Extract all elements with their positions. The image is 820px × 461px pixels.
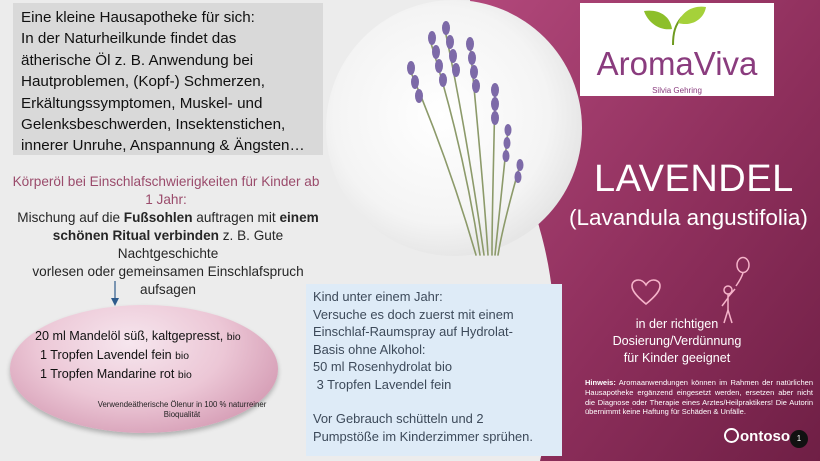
recipe-line xyxy=(35,329,241,343)
aromaviva-logo xyxy=(580,3,774,96)
suitability-line: Dosierung/Verdünnung xyxy=(612,334,742,348)
disclaimer-label: Hinweis: xyxy=(585,378,616,387)
disclaimer xyxy=(585,378,813,417)
logo-subtitle: Silvia Gehring xyxy=(652,86,702,95)
logo-name: AromaViva xyxy=(596,45,758,82)
instruction-bold: Fußsohlen xyxy=(123,210,193,225)
kind-line: Einschlaf-Raumspray auf Hydrolat- xyxy=(313,324,513,339)
instruction-text: Mischung auf die xyxy=(17,210,124,225)
intro-line: In der Naturheilkunde findet das xyxy=(21,30,237,48)
koerperoel-heading-line: Körperöl bei Einschlafschwierigkeiten für Kinder ab xyxy=(12,174,320,189)
koerperoel-heading-line: 1 Jahr: xyxy=(145,192,187,207)
intro-line: Hautproblemen, (Kopf-) Schmerzen, xyxy=(21,73,265,91)
recipe-bio: bio xyxy=(177,370,192,381)
recipe-line xyxy=(40,367,192,381)
page-subtitle: (Lavandula angustifolia) xyxy=(569,205,808,230)
contoso-text: ontoso xyxy=(740,428,790,445)
intro-line: Eine kleine Hausapotheke für sich: xyxy=(21,9,255,26)
kind-unter-einem-jahr-box xyxy=(306,284,562,456)
intro-box xyxy=(13,3,323,155)
heart-icon xyxy=(631,279,661,306)
instruction-bold: einem xyxy=(279,210,319,225)
arrow-down-icon xyxy=(109,281,121,307)
suitability-line: in der richtigen xyxy=(635,317,719,331)
recipe-note-line: Bioqualität xyxy=(163,410,201,419)
instruction-text: z. B. Gute Nachtgeschichte xyxy=(117,228,284,261)
kind-line: Versuche es doch zuerst mit einem xyxy=(313,306,514,322)
contoso-c-icon xyxy=(724,428,739,443)
recipe-text: 20 ml Mandelöl süß, kaltgepresst, xyxy=(35,329,227,343)
instruction-bold: schönen Ritual verbinden xyxy=(52,228,219,243)
suitability-line: für Kinder geeignet xyxy=(623,351,731,365)
recipe-text: 1 Tropfen Lavendel fein xyxy=(40,348,176,362)
suitability-note xyxy=(592,316,762,367)
kind-line: 3 Tropfen Lavendel fein xyxy=(313,376,452,392)
application-instructions xyxy=(6,209,330,299)
intro-line: Gelenksbeschwerden, Insektenstichen, xyxy=(21,116,286,134)
kind-line: Pumpstöße im Kinderzimmer sprühen. xyxy=(313,428,533,444)
intro-line: ätherische Öl z. B. Anwendung bei xyxy=(21,51,254,69)
kind-line: Vor Gebrauch schütteln und 2 xyxy=(313,411,484,426)
recipe-bio: bio xyxy=(175,351,190,362)
instruction-text: auftragen mit xyxy=(192,210,280,225)
leaf-logo-icon xyxy=(642,5,708,47)
contoso-logo xyxy=(724,428,790,445)
intro-line: innerer Unruhe, Anspannung & Ängsten… xyxy=(21,137,305,155)
recipe-note xyxy=(82,400,282,420)
kind-line: 50 ml Rosenhydrolat bio xyxy=(313,359,453,374)
instruction-text: aufsagen xyxy=(140,282,196,297)
disclaimer-text: Aromaanwendungen können im Rahmen der natürlichen Hausapotheke ergänzend eingesetzt werden, ersetzen aber nicht die Diagnose oder Therapie eines Arztes/Heilpraktikers! Die Autorin übernimmt keine Haftung für Schäden & Unfälle. xyxy=(585,378,813,417)
instruction-text: vorlesen oder gemeinsamen Einschlafspruch xyxy=(32,264,304,279)
page-title: LAVENDEL xyxy=(594,158,794,200)
recipe-note-line: Verwendeätherische Ölenur in 100 % naturreiner xyxy=(97,400,267,409)
koerperoel-heading xyxy=(10,173,322,209)
page-number: 1 xyxy=(790,430,808,448)
intro-text xyxy=(21,7,315,157)
recipe-line xyxy=(40,348,189,362)
intro-line: Erkältungssymptomen, Muskel- und xyxy=(21,94,263,112)
recipe-bio: bio xyxy=(226,332,241,343)
kind-line: Basis ohne Alkohol: xyxy=(313,341,426,357)
recipe-text: 1 Tropfen Mandarine rot xyxy=(40,367,178,381)
kind-line: Kind unter einem Jahr: xyxy=(313,289,443,304)
